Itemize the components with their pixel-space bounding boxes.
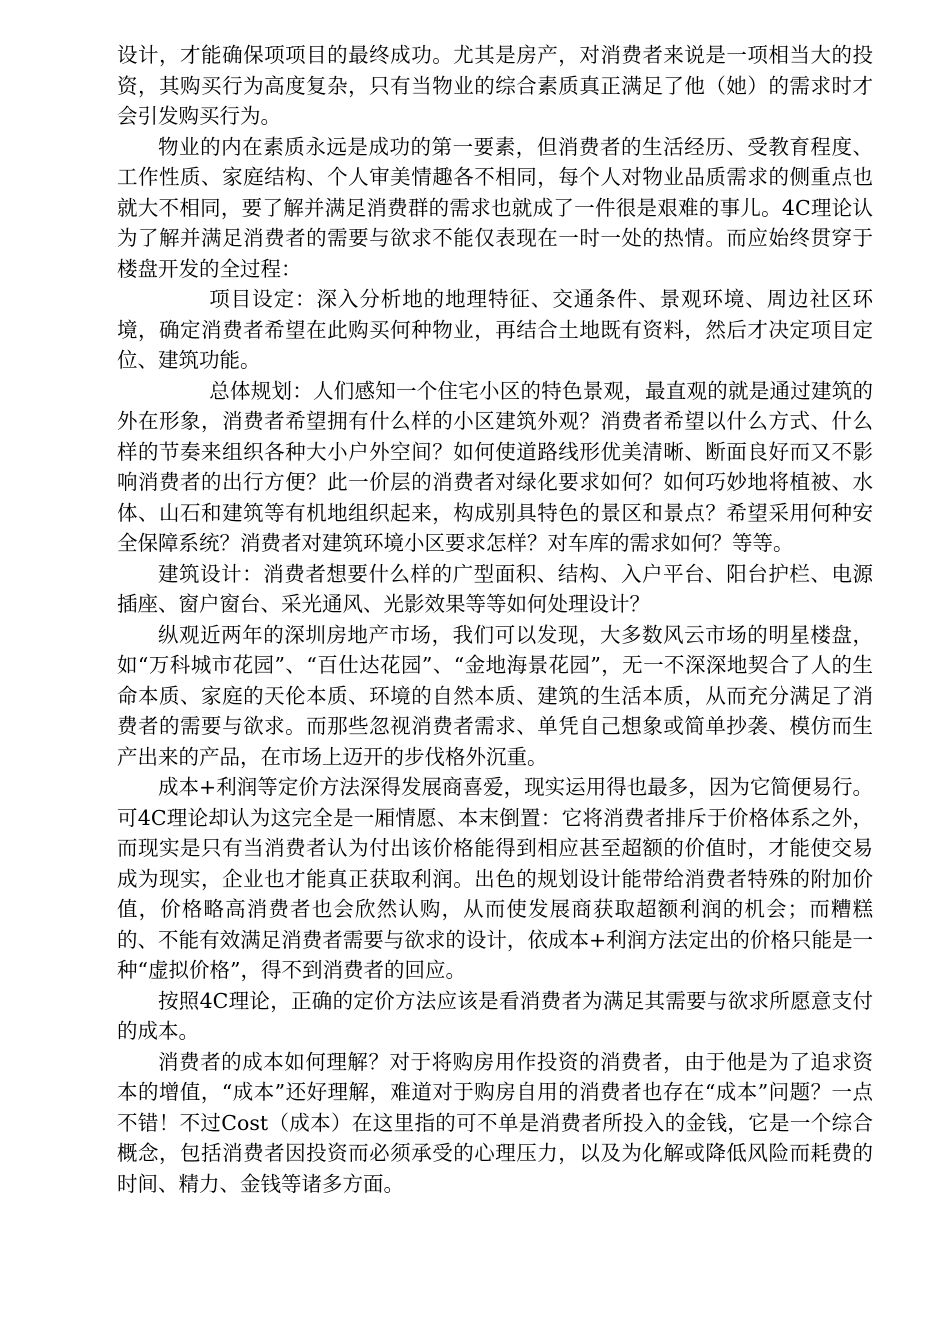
document-page — [117, 40, 873, 1199]
paragraph-2: 物业的内在素质永远是成功的第一要素，但消费者的生活经历、受教育程度、工作性质、家庭结构、个人审美情趣各不相同，每个人对物业品质需求的侧重点也就大不相同，要了解并满足消费群的需求也就成了一件很是艰难的事儿。4C理论认为了解并满足消费者的需要与欲求不能仅表现在一时一处的热情。而应始终贯穿于楼盘开发的全过程： — [117, 134, 873, 281]
paragraph-4c-pricing: 按照4C理论，正确的定价方法应该是看消费者为满足其需要与欲求所愿意支付的成本。 — [117, 988, 873, 1043]
paragraph-project-setting: 项目设定：深入分析地的地理特征、交通条件、景观环境、周边社区环境，确定消费者希望在此购买何种物业，再结合土地既有资料，然后才决定项目定位、建筑功能。 — [117, 287, 873, 372]
paragraph-consumer-cost: 消费者的成本如何理解？对于将购房用作投资的消费者，由于他是为了追求资本的增值，“成本”还好理解，难道对于购房自用的消费者也存在“成本”问题？一点不错！不过Cost（成本）在这里指的可不单是消费者所投入的金钱，它是一个综合概念，包括消费者因投资而必须承受的心理压力，以及为化解或降低风险而耗费的时间、精力、金钱等诸多方面。 — [117, 1049, 873, 1196]
paragraph-1: 设计，才能确保项项目的最终成功。尤其是房产，对消费者来说是一项相当大的投资，其购买行为高度复杂，只有当物业的综合素质真正满足了他（她）的需求时才会引发购买行为。 — [117, 43, 873, 128]
paragraph-master-planning: 总体规划：人们感知一个住宅小区的特色景观，最直观的就是通过建筑的外在形象，消费者希望拥有什么样的小区建筑外观？消费者希望以什么方式、什么样的节奏来组织各种大小户外空间？如何使道路线形优美清晰、断面良好而又不影响消费者的出行方便？此一价层的消费者对绿化要求如何？如何巧妙地将植被、水体、山石和建筑等有机地组织起来，构成别具特色的景区和景点？希望采用何种安全保障系统？消费者对建筑环境小区要求怎样？对车库的需求如何？等等。 — [117, 378, 873, 555]
paragraph-architectural-design: 建筑设计：消费者想要什么样的广型面积、结构、入户平台、阳台护栏、电源插座、窗户窗台、采光通风、光影效果等等如何处理设计？ — [117, 561, 873, 616]
paragraph-cost-plus-pricing: 成本+利润等定价方法深得发展商喜爱，现实运用得也最多，因为它简便易行。可4C理论却认为这完全是一厢情愿、本末倒置：它将消费者排斥于价格体系之外，而现实是只有当消费者认为付出该价格能得到相应甚至超额的价值时，才能使交易成为现实，企业也才能真正获取利润。出色的规划设计能带给消费者特殊的附加价值，价格略高消费者也会欣然认购，从而使发展商获取超额利润的机会；而糟糕的、不能有效满足消费者需要与欲求的设计，依成本+利润方法定出的价格只能是一种“虚拟价格”，得不到消费者的回应。 — [117, 775, 873, 982]
paragraph-shenzhen-market: 纵观近两年的深圳房地产市场，我们可以发现，大多数风云市场的明星楼盘，如“万科城市花园”、“百仕达花园”、“金地海景花园”，无一不深深地契合了人的生命本质、家庭的天伦本质、环境的自然本质、建筑的生活本质，从而充分满足了消费者的需要与欲求。而那些忽视消费者需求、单凭自己想象或简单抄袭、模仿而生产出来的产品，在市场上迈开的步伐格外沉重。 — [117, 622, 873, 769]
